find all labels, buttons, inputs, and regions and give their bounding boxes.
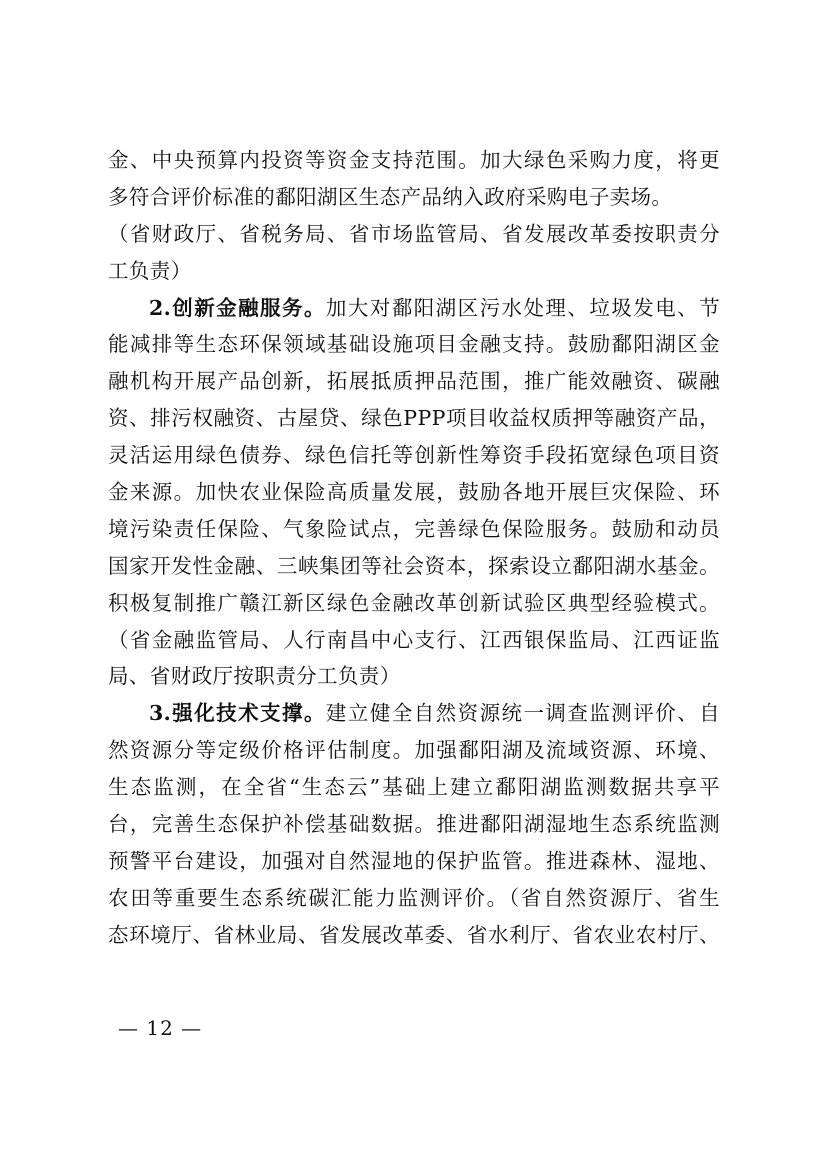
text-line: 金、中央预算内投资等资金支持范围。加大绿色采购力度，将更 [108, 148, 720, 172]
text-line: 然资源分等定级价格评估制度。加强鄱阳湖及流域资源、环境、 [108, 738, 720, 763]
text-line: （省金融监管局、人行南昌中心支行、江西银保监局、江西证监 [108, 627, 720, 652]
text-line [108, 695, 720, 732]
text-line: 态环境厅、省林业局、省发展改革委、省水利厅、省农业农村厅、 [108, 922, 720, 947]
text-line: 多符合评价标准的鄱阳湖区生态产品纳入政府采购电子卖场。 [108, 184, 673, 209]
text-line: 积极复制推广赣江新区绿色金融改革创新试验区典型经验模式。 [108, 590, 720, 615]
section-heading: 3.强化技术支撑。 [149, 701, 326, 726]
paragraph-3 [108, 695, 720, 953]
page-number: — 12 — [118, 1016, 203, 1040]
section-heading: 2.创新金融服务。 [149, 295, 326, 320]
text-line: 资、排污权融资、古屋贷、绿色PPP项目收益权质押等融资产品， [108, 406, 720, 431]
text-line: 融机构开展产品创新，拓展抵质押品范围，推广能效融资、碳融 [108, 369, 720, 394]
text-line: 境污染责任保险、气象险试点，完善绿色保险服务。鼓励和动员 [108, 516, 720, 541]
text-line: 预警平台建设，加强对自然湿地的保护监管。推进森林、湿地、 [108, 848, 720, 873]
text-line: 台，完善生态保护补偿基础数据。推进鄱阳湖湿地生态系统监测 [108, 812, 720, 837]
text-line: 国家开发性金融、三峡集团等社会资本，探索设立鄱阳湖水基金。 [108, 553, 720, 578]
document-body [108, 142, 720, 954]
paragraph-2 [108, 290, 720, 696]
text-line: 工负责） [108, 258, 192, 283]
text-run: 加大对鄱阳湖区污水处理、垃圾发电、节 [325, 295, 720, 320]
text-run: 建立健全自然资源统一调查监测评价、自 [325, 701, 720, 726]
text-line: 生态监测，在全省“生态云”基础上建立鄱阳湖监测数据共享平 [108, 775, 720, 800]
text-line: 农田等重要生态系统碳汇能力监测评价。（省自然资源厅、省生 [108, 885, 720, 910]
text-line: （省财政厅、省税务局、省市场监管局、省发展改革委按职责分 [108, 221, 720, 246]
text-line: 局、省财政厅按职责分工负责） [108, 664, 401, 689]
text-line [108, 290, 720, 327]
text-line: 金来源。加快农业保险高质量发展，鼓励各地开展巨灾保险、环 [108, 480, 720, 505]
text-line: 灵活运用绿色债券、绿色信托等创新性筹资手段拓宽绿色项目资 [108, 443, 720, 468]
paragraph-1 [108, 142, 720, 290]
text-line: 能减排等生态环保领域基础设施项目金融支持。鼓励鄱阳湖区金 [108, 332, 720, 357]
